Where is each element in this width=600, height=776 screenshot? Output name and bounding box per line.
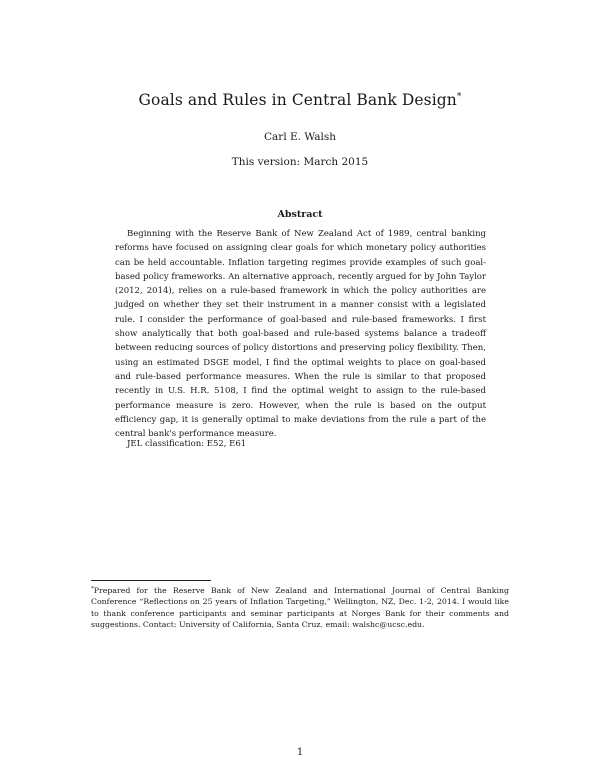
- page-number: 1: [296, 747, 304, 758]
- footnote-divider: [91, 580, 211, 581]
- abstract-body: Beginning with the Reserve Bank of New Zealand Act of 1989, central banking reforms have focused on assigning clear goals for which monetary policy authorities can be held accountable. Inflation targeting regimes provide examples of such goal-based policy frameworks. An alternative approach, recently argued for by John Taylor (2012, 2014), relies on a rule-based framework in which the policy authorities are judged on whether they set their instrument in a manner consist with a legislated rule. I consider the performance of goal-based and rule-based frameworks. I first show analytically that both goal-based and rule-based systems balance a tradeoff between reducing sources of policy distortions and preserving policy flexibility. Then, using an estimated DSGE model, I find the optimal weights to place on goal-based and rule-based performance measures. When the rule is similar to that proposed recently in U.S. H.R. 5108, I find the optimal weight to assign to the rule-based performance measure is zero. However, when the rule is based on the output efficiency gap, it is generally optimal to make deviations from the rule a part of the central bank's performance measure.: [115, 229, 486, 440]
- title-text: Goals and Rules in Central Bank Design: [138, 91, 457, 109]
- author-name: Carl E. Walsh: [264, 131, 336, 143]
- footnote: [91, 584, 509, 630]
- footnote-marker: *: [91, 586, 94, 592]
- title-footnote-marker: *: [456, 92, 462, 102]
- jel-classification: JEL classification: E52, E61: [127, 439, 247, 449]
- footnote-text: Prepared for the Reserve Bank of New Zealand and International Journal of Central Banking Conference “Reflections on 25 years of Inflation Targeting,” Wellington, NZ, Dec. 1-2, 2014. I would like to thank conference participants and seminar participants at Norges Bank for their comments and suggestions. Contact: University of California, Santa Cruz. email: walshc@ucsc.edu.: [91, 586, 509, 629]
- paper-title: [0, 91, 600, 109]
- abstract-heading: Abstract: [277, 209, 323, 220]
- version-date: This version: March 2015: [231, 156, 369, 168]
